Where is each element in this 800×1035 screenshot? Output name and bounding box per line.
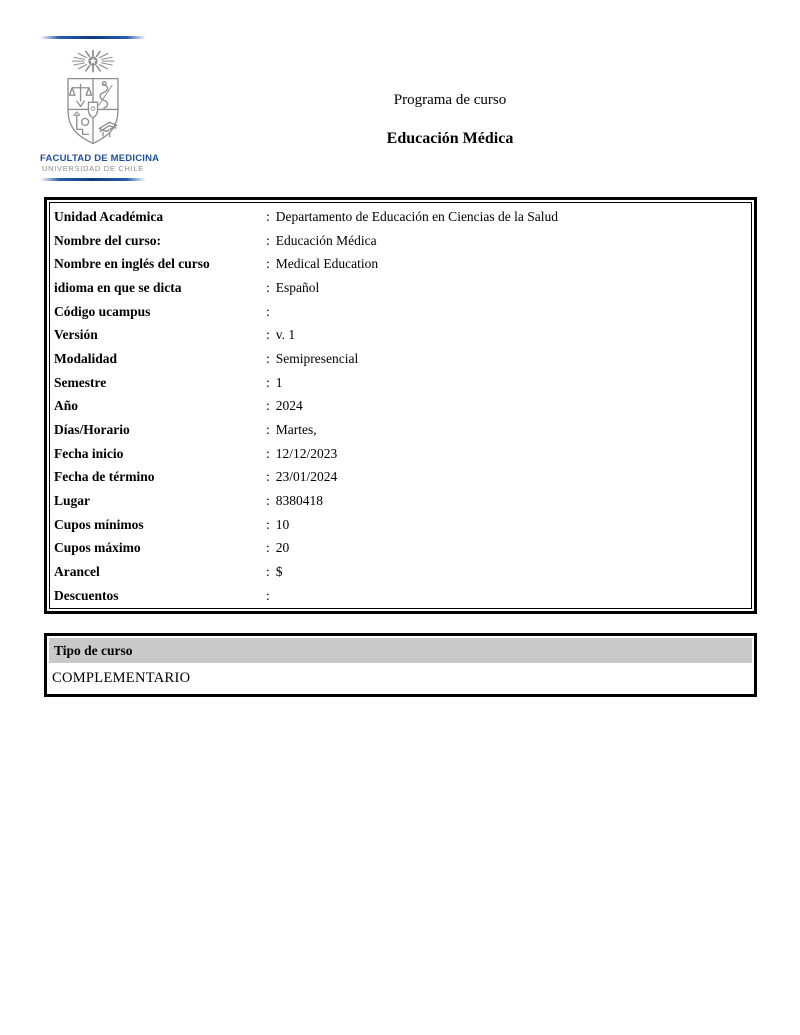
info-row-cupos-minimos: [54, 513, 747, 537]
colon-separator: :: [266, 256, 270, 272]
info-label: Versión: [54, 327, 98, 343]
course-type-value: COMPLEMENTARIO: [52, 670, 191, 686]
colon-separator: :: [266, 398, 270, 414]
info-row-fecha-inicio: [54, 442, 747, 466]
info-value: 12/12/2023: [275, 445, 338, 461]
colon-separator: :: [266, 587, 270, 603]
info-value: 1: [275, 374, 283, 390]
info-row-dias-horario: [54, 418, 747, 442]
colon-separator: :: [266, 422, 270, 438]
info-value: Medical Education: [275, 256, 379, 272]
info-row-fecha-termino: [54, 466, 747, 490]
colon-separator: :: [266, 350, 270, 366]
colon-separator: :: [266, 208, 270, 224]
info-label: Cupos mínimos: [54, 516, 144, 532]
info-row-unidad-academica: [54, 205, 747, 229]
course-info-table: [44, 197, 757, 614]
info-label: Fecha inicio: [54, 445, 124, 461]
course-type-header: Tipo de curso: [49, 638, 752, 663]
info-value: v. 1: [275, 327, 296, 343]
info-row-version: [54, 323, 747, 347]
colon-separator: :: [266, 327, 270, 343]
course-type-table: [44, 633, 757, 697]
colon-separator: :: [266, 303, 270, 319]
colon-separator: :: [266, 374, 270, 390]
course-title: Educación Médica: [386, 130, 514, 147]
title-block: [100, 92, 800, 148]
info-label: Cupos máximo: [54, 540, 141, 556]
info-value: 23/01/2024: [275, 469, 338, 485]
info-value: Martes,: [275, 422, 317, 438]
colon-separator: :: [266, 493, 270, 509]
colon-separator: :: [266, 516, 270, 532]
info-value: Español: [275, 279, 320, 295]
info-value: 2024: [275, 398, 303, 414]
info-row-modalidad: [54, 347, 747, 371]
letterhead-bottom-rule: [40, 178, 146, 181]
info-value: 10: [275, 516, 290, 532]
info-label: Lugar: [54, 493, 91, 509]
info-row-semestre: [54, 371, 747, 395]
info-value: Semipresencial: [275, 350, 359, 366]
info-value: 20: [275, 540, 290, 556]
info-row-nombre-ingles: [54, 252, 747, 276]
colon-separator: :: [266, 469, 270, 485]
info-label: Arancel: [54, 564, 100, 580]
info-label: Fecha de término: [54, 469, 155, 485]
colon-separator: :: [266, 540, 270, 556]
info-value: $: [275, 564, 283, 580]
university-name: UNIVERSIDAD DE CHILE: [42, 164, 144, 173]
info-row-nombre-curso: [54, 229, 747, 253]
info-row-ano: [54, 395, 747, 419]
colon-separator: :: [266, 564, 270, 580]
colon-separator: :: [266, 279, 270, 295]
info-row-arancel: [54, 560, 747, 584]
colon-separator: :: [266, 232, 270, 248]
info-row-idioma: [54, 276, 747, 300]
info-label: Días/Horario: [54, 422, 130, 438]
info-value: Educación Médica: [275, 232, 377, 248]
info-label: idioma en que se dicta: [54, 279, 182, 295]
info-value: Departamento de Educación en Ciencias de la Salud: [275, 208, 559, 224]
info-value: 8380418: [275, 493, 324, 509]
info-label: Año: [54, 398, 79, 414]
letterhead-top-rule: [40, 36, 146, 39]
course-info-table-inner: [49, 202, 752, 609]
document-type-title: Programa de curso: [393, 92, 507, 108]
info-label: Código ucampus: [54, 303, 151, 319]
info-label: Unidad Académica: [54, 208, 164, 224]
info-row-lugar: [54, 489, 747, 513]
info-row-codigo-ucampus: [54, 300, 747, 324]
info-label: Nombre del curso:: [54, 232, 161, 248]
info-label: Descuentos: [54, 587, 119, 603]
info-row-cupos-maximo: [54, 537, 747, 561]
info-label: Nombre en inglés del curso: [54, 256, 210, 272]
info-row-descuentos: [54, 584, 747, 608]
faculty-name: FACULTAD DE MEDICINA: [40, 153, 160, 164]
info-label: Modalidad: [54, 350, 118, 366]
info-label: Semestre: [54, 374, 107, 390]
colon-separator: :: [266, 445, 270, 461]
